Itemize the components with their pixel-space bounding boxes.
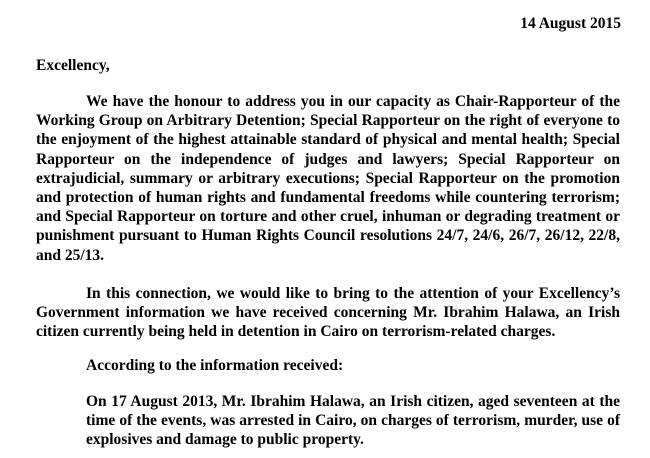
paragraph-3: According to the information received:: [86, 357, 344, 374]
paragraph-4-block: [36, 392, 620, 450]
paragraph-1-block: [36, 92, 620, 265]
paragraph-4: On 17 August 2013, Mr. Ibrahim Halawa, an Irish citizen, aged seventeen at the time of the events, was arrested in Cairo, on charges of terrorism, murder, use of explosives and damage to public property.: [86, 393, 620, 449]
paragraph-3-block: [36, 356, 620, 375]
paragraph-2: In this connection, we would like to bring to the attention of your Excellency’s Government information we have received concerning Mr. Ibrahim Halawa, an Irish citizen currently being held in detention in Cairo on terrorism-related charges.: [36, 285, 620, 341]
salutation: Excellency,: [36, 57, 110, 74]
paragraph-2-block: [36, 284, 620, 342]
paragraph-1: We have the honour to address you in our capacity as Chair-Rapporteur of the Working Group on Arbitrary Detention; Special Rapporteur on the right of everyone to the enjoyment of the highest attainable standard of physical and mental health; Special Rapporteur on the independence of judges and lawyers; Special Rapporteur on extrajudicial, summary or arbitrary executions; Special Rapporteur on the promotion and protection of human rights and fundamental freedoms while countering terrorism; and Special Rapporteur on torture and other cruel, inhuman or degrading treatment or punishment pursuant to Human Rights Council resolutions 24/7, 24/6, 26/7, 26/12, 22/8, and 25/13.: [36, 93, 620, 264]
letter-date: 14 August 2015: [520, 15, 621, 32]
